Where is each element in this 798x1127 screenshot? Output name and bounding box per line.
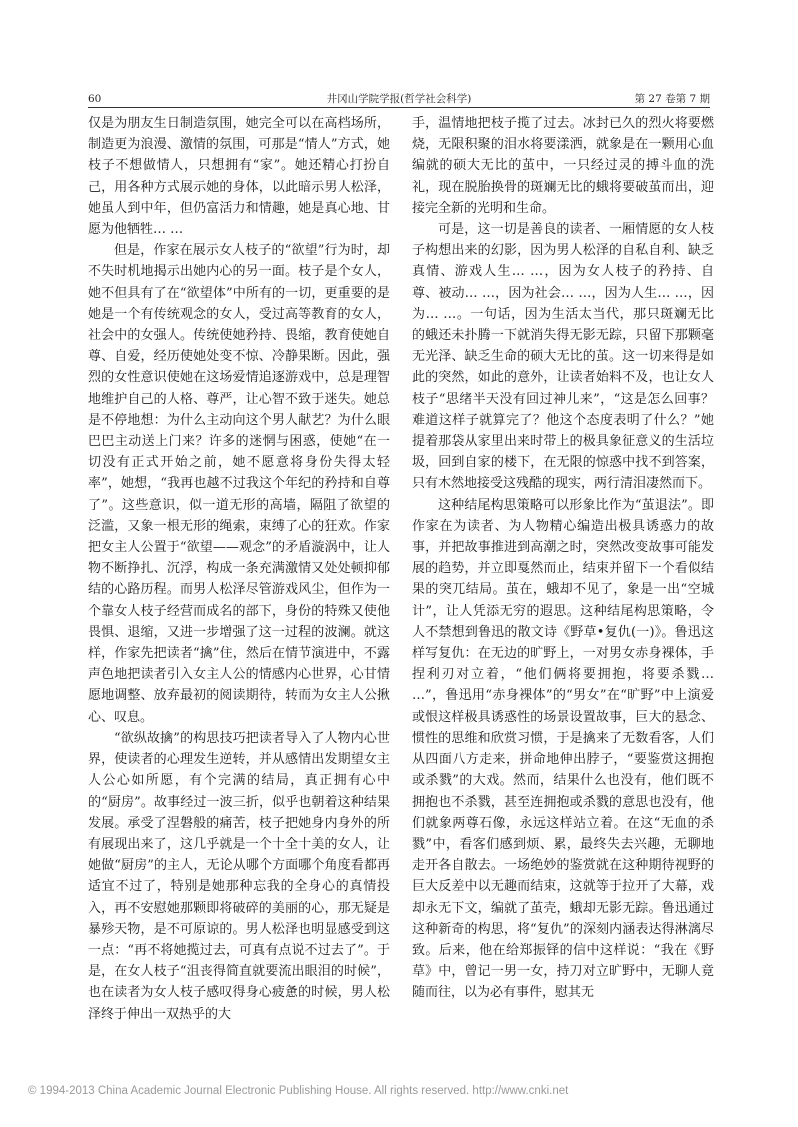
paragraph: 这种结尾构思策略可以形象比作为“茧退法”。即作家在为读者、为人物精心编造出极具诱惑力的故事，并把故事推进到高潮之时，突然改变故事可能发展的趋势，并立即戛然而止，结束并留下一个看似结果的突兀结局。茧在，蛾却不见了，象是一出“空城计”，让人凭添无穷的遐思。这种结尾构思策略，令人不禁想到鲁迅的散文诗《野草•复仇(一)》。鲁迅这样写复仇：在无边的旷野上，一对男女赤身裸体，手捏利刃对立着，“他们俩将要拥抱，将要杀戮… …”，鲁迅用“赤身裸体”的“男女”在“旷野”中上演爱或恨这样极具诱惑性的场景设置故事，巨大的悬念、惯性的思维和欣赏习惯，于是擒来了无数看客，人们从四面八方走来，拼命地伸出脖子，“要鉴赏这拥抱或杀戮”的大戏。然而，结果什么也没有，他们既不拥抱也不杀戮，甚至连拥抱或杀戮的意思也没有，他们就象两尊石像，永远这样站立着。在这“无血的杀戮”中，看客们感到烦、累，最终失去兴趣，无聊地走开各自散去。一场绝妙的鉴赏就在这种期待视野的巨大反差中以无趣而结束，这就等于拉开了大幕，戏却永无下文，编就了茧壳，蛾却无影无踪。鲁迅通过这种新奇的构思，将“复仇”的深刻内涵表达得淋漓尽致。后来，他在给郑振铎的信中这样说：“我在《野草》中，曾记一男一女，持刀对立旷野中，无聊人竟随而往，以为必有事件，慰其无 xyxy=(412,497,714,1001)
header-rule xyxy=(88,107,710,108)
volume-issue: 第 27 卷第 7 期 xyxy=(634,93,710,105)
right-column xyxy=(412,113,714,1004)
left-column xyxy=(88,113,390,1025)
page-number: 60 xyxy=(88,93,102,105)
running-header xyxy=(88,92,710,106)
paragraph: 手，温情地把枝子揽了过去。冰封已久的烈火将要燃烧，无限积聚的泪水将要漾洒，就象是在一颗用心血编就的硕大无比的茧中，一只经过灵的搏斗血的洗礼，现在脱胎换骨的斑斓无比的蛾将要破茧而出，迎接完全新的光明和生命。 xyxy=(412,116,714,216)
paragraph: 可是，这一切是善良的读者、一厢情愿的女人枝子构想出来的幻影，因为男人松泽的自私自利、缺乏真情、游戏人生… …，因为女人枝子的矜持、自尊、被动… …，因为社会… …，因为人生… …，因为… …。一句话，因为生活太当代，那只斑斓无比的蛾还未扑腾一下就消失得无影无踪，只留下那颗毫无光泽、缺乏生命的硕大无比的茧。这一切来得是如此的突然，如此的意外，让读者始料不及，也让女人枝子“思绪半天没有回过神儿来”，“这是怎么回事？难道这样子就算完了？他这个态度表明了什么？”她提着那袋从家里出来时带上的极具象征意义的生活垃圾，回到自家的楼下，在无限的惊惑中找不到答案，只有木然地接受这残酷的现实，两行清泪凄然而下。 xyxy=(412,222,714,492)
journal-title: 井冈山学院学报(哲学社会科学) xyxy=(326,93,472,105)
paragraph: 但是，作家在展示女人枝子的“欲望”行为时，却不失时机地揭示出她内心的另一面。枝子是个女人，她不但具有了在“欲望体”中所有的一切，更重要的是她是一个有传统观念的女人，受过高等教育的女人，社会中的女强人。传统使她矜持、畏缩，教育使她自尊、自爱，经历使她处变不惊、冷静果断。因此，强烈的女性意识使她在这场爱情追逐游戏中，总是理智地维护自己的人格、尊严，让心智不致于迷失。她总是不停地想：为什么主动向这个男人献艺？为什么眼巴巴主动送上门来？许多的迷惘与困惑，使她“在一切没有正式开始之前，她不愿意将身份失得太轻率”，她想，“我再也越不过我这个年纪的矜持和自尊了”。这些意识，似一道无形的高墙，隔阻了欲望的泛滥，又象一根无形的绳索，束缚了心的狂欢。作家把女主人公置于“欲望——观念”的矛盾漩涡中，让人物不断挣扎、沉浮，构成一条充满激情又处处顿抑郁结的心路历程。而男人松泽尽管游戏风尘，但作为一个靠女人枝子经营而成名的部下，身份的特殊又使他畏惧、退缩，又进一步增强了这一过程的波澜。就这样，作家先把读者“擒”住，然后在情节演进中，不露声色地把读者引入女主人公的情感内心世界，心甘情愿地调整、放弃最初的阅读期待，转而为女主人公揪心、叹息。 xyxy=(88,243,390,725)
paragraph: “欲纵故擒”的构思技巧把读者导入了人物内心世界，使读者的心理发生逆转，并从感情出发期望女主人公心如所愿，有个完满的结局，真正拥有心中的“厨房”。故事经过一波三折，似乎也朝着这种结果发展。承受了涅磐般的痛苦，枝子把她身内身外的所有展现出来了，这几乎就是一个十全十美的女人，让她做“厨房”的主人，无论从哪个方面哪个角度看都再适宜不过了，特别是她那种忘我的全身心的真情投入，再不安慰她那颗即将破碎的美丽的心，那无疑是暴殄天物，是不可原谅的。男人松泽也明显感受到这一点：“再不将她揽过去，可真有点说不过去了”。于是，在女人枝子“沮丧得简直就要流出眼泪的时候”，也在读者为女人枝子感叹得身心疲惫的时候，男人松泽终于伸出一双热乎的大 xyxy=(88,730,390,1022)
copyright-footer: © 1994-2013 China Academic Journal Electronic Publishing House. All rights reserved. http://www.cnki.net xyxy=(28,1085,569,1097)
paragraph: 仅是为朋友生日制造氛围，她完全可以在高档场所，制造更为浪漫、激情的氛围，可那是“情人”方式，她枝子不想做情人，只想拥有“家”。她还精心打扮自己，用各种方式展示她的身体，以此暗示男人松泽，她虽人到中年，但仍富活力和情趣，她是真心地、甘愿为他牺牲… … xyxy=(88,116,390,238)
